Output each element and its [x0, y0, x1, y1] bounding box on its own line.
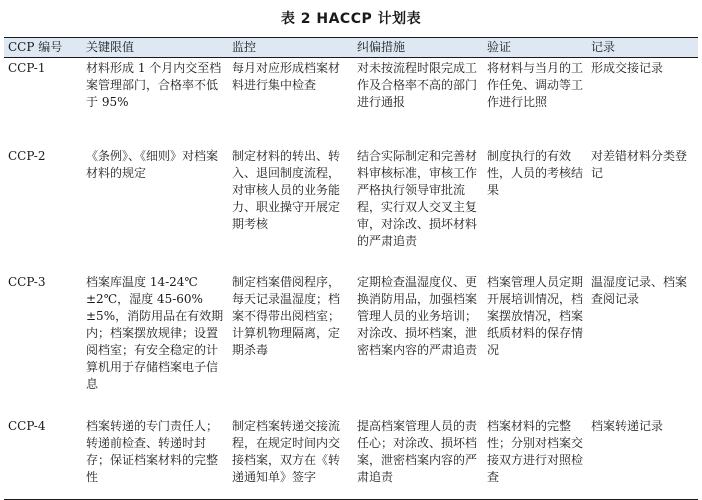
cell-verification: 将材料与当月的工作任免、调动等工作进行比照 [487, 61, 584, 109]
haccp-plan-table [4, 37, 698, 500]
header-monitoring: 监控 [228, 38, 353, 58]
cell-monitoring: 每月对应形成档案材料进行集中检查 [232, 61, 341, 92]
header-ccp-id: CCP 编号 [4, 38, 82, 58]
cell-critical-limit: 材料形成 1 个月内交至档案管理部门，合格率不低于 95% [86, 61, 222, 109]
cell-records: 对差错材料分类登记 [591, 148, 688, 180]
table-row [4, 416, 698, 500]
header-row [4, 38, 698, 58]
header-critical-limit: 关键限值 [82, 38, 228, 58]
cell-records: 档案转递记录 [587, 416, 698, 500]
header-records: 记录 [587, 38, 698, 58]
header-verification: 验证 [483, 38, 587, 58]
cell-verification: 档案管理人员定期开展培训情况，档案摆放情况，档案纸质材料的保存情况 [487, 274, 584, 357]
cell-verification: 制度执行的有效性，人员的考核结果 [487, 148, 584, 197]
cell-critical-limit: 档案库温度 14-24℃ ±2℃，湿度 45-60%±5%，消防用品在有效期内；档案摆放规律；设置阅档室；有安全稳定的计算机用于存储档案电子信息 [86, 274, 224, 391]
cell-monitoring: 制定档案转递交接流程，在规定时间内交接档案，双方在《转递通知单》签字 [228, 416, 353, 500]
cell-corrective-action: 定期检查温湿度仪、更换消防用品，加强档案管理人员的业务培训；对涂改、损坏档案，泄密档案内容的严肃追责 [357, 274, 478, 357]
cell-ccp-id: CCP-1 [8, 61, 46, 75]
cell-corrective-action: 结合实际制定和完善材料审核标准，审核工作严格执行领导审批流程，实行双人交叉主复审，对涂改、损坏材料的严肃追责 [357, 148, 478, 248]
cell-critical-limit: 《条例》、《细则》对档案材料的规定 [86, 148, 219, 180]
cell-records: 温湿度记录、档案查阅记录 [591, 274, 688, 306]
cell-ccp-id: CCP-2 [8, 148, 46, 163]
cell-corrective-action: 提高档案管理人员的责任心；对涂改、损坏档案，泄密档案内容的严肃追责 [353, 416, 483, 500]
table-row [4, 272, 698, 416]
cell-critical-limit: 档案转递的专门责任人；转递前检查、转递时封存；保证档案材料的完整性 [82, 416, 228, 500]
cell-corrective-action: 对未按流程时限完成工作及合格率不高的部门进行通报 [357, 61, 478, 109]
cell-monitoring: 制定材料的转出、转入、退回制度流程，对审核人员的业务能力、职业操守开展定期考核 [232, 148, 341, 231]
table-row [4, 146, 698, 272]
cell-ccp-id: CCP-4 [4, 416, 82, 500]
table-title: 表 2 HACCP 计划表 [280, 11, 422, 27]
cell-monitoring: 制定档案借阅程序，每天记录温湿度；档案不得带出阅档室；计算机物理隔离，定期杀毒 [232, 274, 341, 357]
table-row [4, 58, 698, 146]
cell-records: 形成交接记录 [591, 61, 664, 75]
cell-verification: 档案材料的完整性；分别对档案交接双方进行对照检查 [483, 416, 587, 500]
cell-ccp-id: CCP-3 [8, 274, 46, 289]
header-corrective-action: 纠偏措施 [353, 38, 483, 58]
